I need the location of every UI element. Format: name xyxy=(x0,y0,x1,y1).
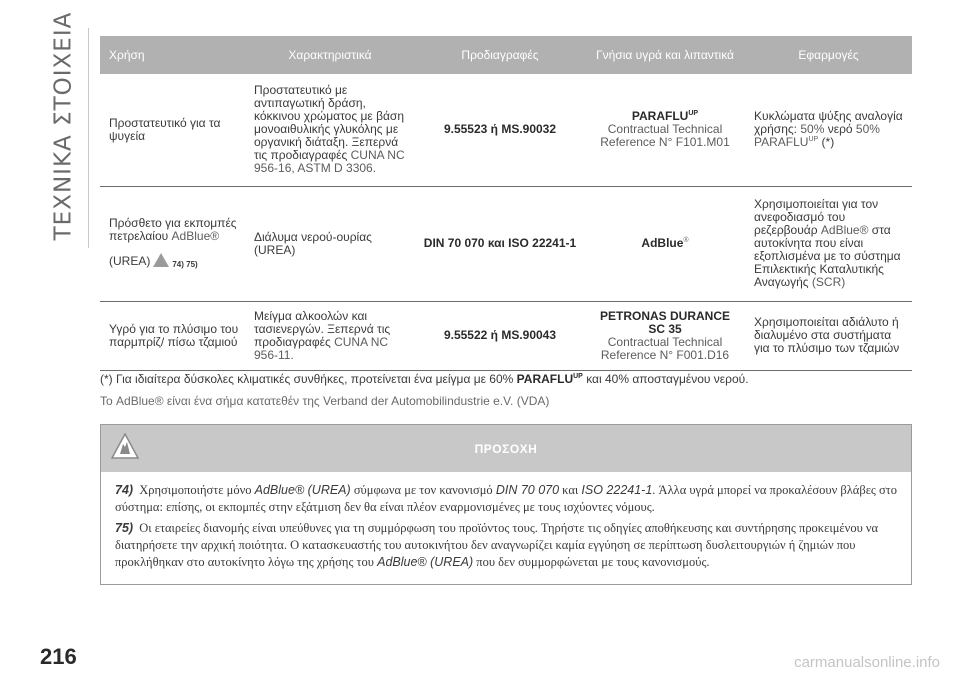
cell-specification: DIN 70 070 και ISO 22241-1 xyxy=(415,186,585,301)
section-title: ΤΕΧΝΙΚΑ ΣΤΟΙΧΕΙΑ xyxy=(50,11,77,241)
cell-characteristics: Μείγμα αλκοολών και τασιενεργών. Ξεπερνά τις προδιαγραφές CUNA NC 956-11. xyxy=(245,301,415,370)
attention-title: ΠΡΟΣΟΧΗ xyxy=(474,441,538,456)
cell-use: Πρόσθετο για εκπομπές πετρελαίου AdBlue® (UREA) 74) 75) xyxy=(100,186,245,301)
cell-application: Κυκλώματα ψύξης αναλογία χρήσης: 50% νερό 50% $PARAFLU^{UP}$ (*) xyxy=(745,74,912,186)
cell-application: Χρησιμοποιείται αδιάλυτο ή διαλυμένο στα συστήματα για το πλύσιμο των τζαμιών xyxy=(745,301,912,370)
page-number: 216 xyxy=(40,644,77,669)
cell-use: Προστατευτικό για τα ψυγεία xyxy=(100,74,245,186)
table-row xyxy=(100,186,912,301)
header-use: Χρήση xyxy=(100,36,245,74)
table-row xyxy=(100,301,912,370)
trademark-note: Το AdBlue® είναι ένα σήμα κατατεθέν της Verband der Automobilindustrie e.V. (VDA) xyxy=(100,394,550,408)
table-header-row xyxy=(100,36,912,74)
table-row xyxy=(100,74,912,186)
cell-characteristics: Διάλυμα νερού-ουρίας (UREA) xyxy=(245,186,415,301)
cell-application: Χρησιμοποιείται για τον ανεφοδιασμό του ρεζερβουάρ AdBlue® στα αυτοκίνητα που είναι εξοπλισμένα με το σύστημα Επιλεκτικής Καταλυτικής Αναγωγής (SCR) xyxy=(745,186,912,301)
table-footnote: (*) Για ιδιαίτερα δύσκολες κλιματικές συνθήκες, προτείνεται ένα μείγμα με 60% $PARAFLU^{UP}$ και 40% αποσταγμένου νερού. xyxy=(100,372,749,386)
header-applications: Εφαρμογές xyxy=(745,36,912,74)
warning-icon xyxy=(111,433,139,459)
header-characteristics: Χαρακτηριστικά xyxy=(245,36,415,74)
cell-genuine-fluid: PETRONAS DURANCE SC 35 Contractual Technical Reference N° F001.D16 xyxy=(585,301,745,370)
attention-note: 75) Οι εταιρείες διανομής είναι υπεύθυνες για τη συμμόρφωση του προϊόντος τους. Τηρήστε τις οδηγίες αποθήκευσης και συντήρησης προκειμένου να διατηρήσετε την αρχική ποιότητα. Ο κατασκευαστής του αυτοκινήτου δεν αναγνωρίζει καμία εγγύηση σε περίπτωση δυσλειτουργιών ή ζημιών που προκλήθηκαν στο αυτοκίνητο λόγω της χρήσης του AdBlue® (UREA) που δεν συμμορφώνεται με τους κανονισμούς. xyxy=(115,521,879,569)
warning-icon xyxy=(153,253,169,267)
header-specifications: Προδιαγραφές xyxy=(415,36,585,74)
attention-box xyxy=(100,424,912,585)
attention-header xyxy=(101,425,911,472)
header-genuine-fluids: Γνήσια υγρά και λιπαντικά xyxy=(585,36,745,74)
attention-text xyxy=(101,472,911,571)
watermark: carmanualsonline.info xyxy=(794,654,940,671)
cell-specification: 9.55523 ή MS.90032 xyxy=(415,74,585,186)
cell-specification: 9.55522 ή MS.90043 xyxy=(415,301,585,370)
cell-genuine-fluid: $PARAFLU^{UP}$ Contractual Technical Reference N° F101.M01 xyxy=(585,74,745,186)
fluids-table xyxy=(100,36,912,371)
cell-characteristics: Προστατευτικό με αντιπαγωτική δράση, κόκκινου χρώματος με βάση μονοαιθυλικής γλυκόλης με οργανική διάταξη. Ξεπερνά τις προδιαγραφές CUNA NC 956-16, ASTM D 3306. xyxy=(245,74,415,186)
cell-use: Υγρό για το πλύσιμο του παρμπρίζ/ πίσω τζαμιού xyxy=(100,301,245,370)
attention-note: 74) Χρησιμοποιήστε μόνο AdBlue® (UREA) σύμφωνα με τον κανονισμό DIN 70 070 και ISO 22241-1. Άλλα υγρά μπορεί να προκαλέσουν βλάβες στο σύστημα: επίσης, οι εκπομπές στην εξάτμιση δεν θα είναι πλέον εναρμονισμένες με τους ισχύοντες νόμους. xyxy=(115,483,898,514)
section-divider xyxy=(88,28,89,248)
cell-genuine-fluid: AdBlue® xyxy=(585,186,745,301)
